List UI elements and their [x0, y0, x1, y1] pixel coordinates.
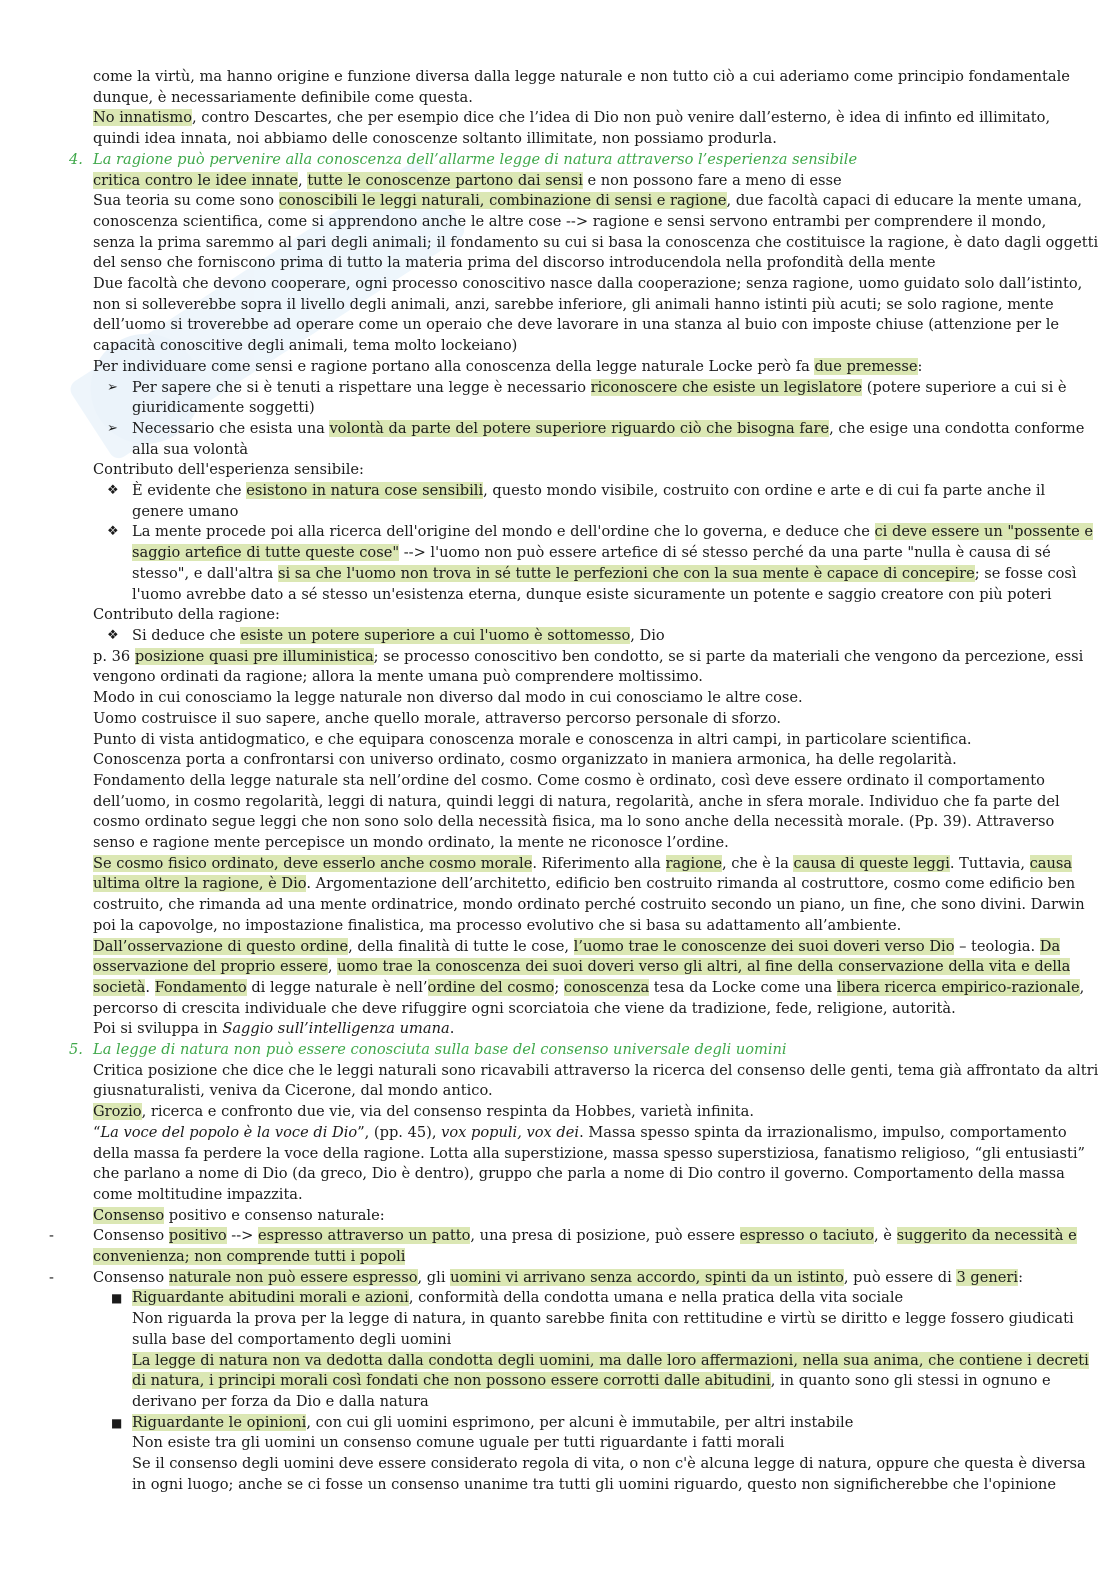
- highlight: suggerito da necessità e: [896, 1227, 1077, 1245]
- latin-italic: vox populi, vox dei: [441, 1123, 580, 1141]
- diamond-bullet-item: [93, 481, 1099, 502]
- text-span: , in quanto sono gli stessi in ognuno e: [770, 1372, 1051, 1390]
- text-line: [93, 1123, 1099, 1144]
- text-line: Conoscenza porta a confrontarsi con universo ordinato, cosmo organizzato in maniera armonica, ha delle regolarità.: [93, 751, 957, 769]
- text-span: . Riferimento alla: [532, 854, 666, 872]
- text-line: Critica posizione che dice che le leggi naturali sono ricavabili attraverso la ricerca del consenso delle genti, tema già affrontato da altri: [93, 1061, 1099, 1079]
- highlight: libera ricerca empirico-razionale: [836, 978, 1080, 996]
- quote-italic: La voce del popolo è la voce di Dio: [100, 1123, 358, 1141]
- highlight: volontà da parte del potere superiore riguardo ciò che bisogna fare: [329, 419, 830, 437]
- text-line: [93, 978, 1099, 999]
- text-line: sulla base del comportamento degli uomini: [132, 1330, 452, 1348]
- text-span: , è: [874, 1227, 897, 1245]
- text-span: . Tuttavia,: [949, 854, 1030, 872]
- text-line: costruito, che rimanda ad una mente ordinatrice, mondo ordinato perché costruito secondo un piano, un fine, che sono divini. Darwin: [93, 896, 1085, 914]
- highlight: uomo trae la conoscenza dei suoi doveri verso gli altri, al fine della conservazione della vita e della: [337, 958, 1071, 976]
- highlight: causa di queste leggi: [793, 854, 950, 872]
- square-bullet-icon: ■: [111, 1415, 123, 1430]
- text-line: [93, 357, 1099, 378]
- highlight: tutte le conoscenze partono dai sensi: [307, 171, 583, 189]
- text-line: poi la capovolge, no impostazione finalistica, ma processo evolutivo che si basa su adattamento all’ambiente.: [93, 916, 902, 934]
- highlight: Riguardante abitudini morali e azioni: [132, 1289, 409, 1307]
- highlight: No innatismo: [93, 109, 193, 127]
- text-span: , questo mondo visibile, costruito con ordine e arte e di cui fa parte anche il: [483, 482, 1046, 500]
- highlight: Riguardante le opinioni: [132, 1413, 307, 1431]
- text-line: conoscenza scientifica, come si apprendono anche le altre cose --> ragione e sensi servono entrambi per comprendere il mondo,: [93, 212, 1047, 230]
- text-line: Contributo dell'esperienza sensibile:: [93, 461, 364, 479]
- highlight: Fondamento: [154, 978, 247, 996]
- text-span: --> l'uomo non può essere artefice di sé stesso perché da una parte "nulla è causa di sé: [399, 544, 1051, 562]
- highlight: 3 generi: [956, 1268, 1019, 1286]
- text-span: -->: [226, 1227, 259, 1245]
- highlight: Se cosmo fisico ordinato, deve esserlo anche cosmo morale: [93, 854, 533, 872]
- text-line: quindi idea innata, noi abbiamo delle conoscenze soltanto illimitate, non possiamo produrla.: [93, 130, 777, 148]
- highlight: positivo: [168, 1227, 227, 1245]
- text-line: Modo in cui conosciamo la legge naturale non diverso dal modo in cui conosciamo le altre cose.: [93, 689, 803, 707]
- highlight: società: [93, 978, 146, 996]
- text-span: ”, (pp. 45),: [357, 1123, 442, 1141]
- text-span: , della finalità di tutte le cose,: [348, 937, 574, 955]
- text-line: Non esiste tra gli uomini un consenso comune uguale per tutti riguardante i fatti morali: [132, 1434, 785, 1452]
- highlight: ci deve essere un "possente e: [874, 523, 1094, 541]
- text-line: come moltitudine impazzita.: [93, 1185, 303, 1203]
- notes-body: [49, 67, 1099, 1496]
- text-span: . Massa spesso spinta da irrazionalismo, impulso, comportamento: [579, 1123, 1067, 1141]
- text-line: l'uomo avrebbe dato a sé stesso un'esistenza eterna, dunque esiste sicuramente un potente e saggio creatore con più poteri: [132, 585, 1052, 603]
- text-line: [93, 854, 1099, 875]
- text-line: vengono ordinati da ragione; allora la mente umana può comprendere moltissimo.: [93, 668, 703, 686]
- text-line: dunque, è necessariamente definibile come questa.: [93, 88, 473, 106]
- arrow-bullet-item: [93, 378, 1099, 399]
- text-line: senso e ragione mente percepisce un mondo ordinato, la mente ne riconosce l’ordine.: [93, 834, 729, 852]
- section-heading-5: [69, 1040, 1099, 1061]
- text-line: [93, 957, 1099, 978]
- arrow-bullet-icon: ➢: [107, 420, 118, 436]
- highlight: saggio artefice di tutte queste cose": [132, 544, 400, 562]
- text-line: Non riguarda la prova per la legge di natura, in quanto sarebbe finita con rettitudine e virtù se diritto e legge fossero giudicati: [132, 1310, 1074, 1328]
- arrow-bullet-icon: ➢: [107, 379, 118, 395]
- highlight: convenienza; non comprende tutti i popoli: [93, 1248, 406, 1266]
- text-span: , può essere di: [843, 1268, 957, 1286]
- diamond-bullet-icon: ❖: [107, 627, 119, 643]
- text-line: [93, 1102, 1099, 1123]
- text-line: percorso di crescita individuale che deve rifuggire ogni scorciatoia che viene da tradizione, fede, religione, autorità.: [93, 999, 956, 1017]
- book-title: Saggio sull’intelligenza umana: [222, 1020, 450, 1038]
- text-span: .: [145, 978, 155, 996]
- highlight: di natura, i principi morali così fondati che non possono essere corrotti dalle abitudini: [132, 1372, 771, 1390]
- text-span: Sua teoria su come sono: [93, 192, 279, 210]
- text-span: , Dio: [630, 626, 665, 644]
- text-span: ; se processo conoscitivo ben condotto, se si parte da materiali che vengono da percezione, essi: [373, 647, 1084, 665]
- text-line: [93, 1019, 1099, 1040]
- text-line: Contributo della ragione:: [93, 606, 280, 624]
- text-line: [93, 647, 1099, 668]
- text-span: Si deduce che: [132, 626, 241, 644]
- text-span: Consenso: [93, 1268, 169, 1286]
- text-span: , conformità della condotta umana e nella pratica della vita sociale: [408, 1289, 904, 1307]
- highlight: critica contro le idee innate: [93, 171, 299, 189]
- highlight: Dall’osservazione di questo ordine: [93, 937, 349, 955]
- text-line: [93, 108, 1099, 129]
- text-span: ,: [1079, 978, 1085, 996]
- highlight: naturale non può essere espresso: [168, 1268, 418, 1286]
- highlight: l’uomo trae le conoscenze dei suoi doveri verso Dio: [573, 937, 955, 955]
- text-span: tesa da Locke come una: [649, 978, 837, 996]
- text-span: ;: [554, 978, 564, 996]
- text-line: giusnaturalisti, veniva da Cicerone, dal mondo antico.: [93, 1082, 493, 1100]
- highlight: conoscibili le leggi naturali, combinazione di sensi e ragione: [278, 192, 727, 210]
- text-line: Uomo costruisce il suo sapere, anche quello morale, attraverso percorso personale di sforzo.: [93, 709, 782, 727]
- text-span: , ricerca e confronto due vie, via del consenso respinta da Hobbes, varietà infinita.: [141, 1103, 754, 1121]
- text-line: [93, 543, 1099, 564]
- text-span: :: [917, 357, 923, 375]
- diamond-bullet-icon: ❖: [107, 524, 119, 540]
- text-span: e non possono fare a meno di esse: [582, 171, 842, 189]
- text-line: del senso che forniscono prima di tutto la materia prima del discorso introducendola nella profondità della mente: [93, 254, 936, 272]
- text-line: che parlano a nome di Dio (da greco, Dio è dentro), gruppo che parla a nome di Dio contro il governo. Comportamento della massa: [93, 1165, 1065, 1183]
- text-line: [93, 874, 1099, 895]
- text-span: , con cui gli uomini esprimono, per alcuni è immutabile, per altri instabile: [306, 1413, 854, 1431]
- text-line: derivano per forza da Dio e dalla natura: [132, 1393, 429, 1410]
- text-line: cosmo ordinato segue leggi che non sono solo della necessità fisica, ma lo sono anche della necessità morale. (Pp. 39). Attraverso: [93, 813, 1055, 831]
- highlight: riconoscere che esiste un legislatore: [590, 378, 863, 396]
- text-line: senza la prima saremmo al pari degli animali; il fondamento su cui si basa la conoscenza che costituisce la ragione, è dato dagli oggetti: [93, 233, 1099, 251]
- text-line: genere umano: [132, 502, 239, 520]
- text-span: di legge naturale è nell’: [246, 978, 428, 996]
- text-line: [93, 1247, 1099, 1268]
- highlight: osservazione del proprio essere: [93, 958, 328, 976]
- highlight: espresso o taciuto: [739, 1227, 875, 1245]
- text-line: Due facoltà che devono cooperare, ogni processo conoscitivo nasce dalla cooperazione; senza ragione, uomo guidato solo dall’istinto,: [93, 275, 1083, 293]
- text-span: .: [449, 1020, 455, 1038]
- text-span: , che esige una condotta conforme: [829, 419, 1085, 437]
- text-span: , che è la: [722, 854, 794, 872]
- text-span: Poi si sviluppa in: [93, 1020, 223, 1038]
- highlight: ordine del cosmo: [427, 978, 555, 996]
- arrow-bullet-item: [93, 419, 1099, 440]
- square-bullet-icon: ■: [111, 1291, 123, 1306]
- text-span: , due facoltà capaci di educare la mente umana,: [726, 192, 1083, 210]
- dash-bullet: -: [49, 1268, 54, 1286]
- highlight: si sa che l'uomo non trova in sé tutte le perfezioni che con la sua mente è capace di concepire: [277, 564, 975, 582]
- text-line: [93, 171, 1099, 192]
- text-line: dell’uomo, in cosmo regolarità, leggi di natura, quindi leggi di natura, regolarità, anche in sfera morale. Individuo che fa parte del: [93, 792, 1060, 810]
- text-span: , contro Descartes, che per esempio dice che l’idea di Dio non può venire dall’esterno, è idea di infinto ed illimitato,: [192, 109, 1051, 127]
- dash-list-item: [49, 1268, 1099, 1289]
- text-line: [93, 937, 1099, 958]
- text-span: Consenso: [93, 1227, 169, 1245]
- text-line: [93, 1206, 1099, 1227]
- heading-number: 4.: [69, 150, 83, 168]
- text-span: , una presa di posizione, può essere: [470, 1227, 740, 1245]
- highlight: esiste un potere superiore a cui l'uomo è sottomesso: [240, 626, 631, 644]
- text-line: come la virtù, ma hanno origine e funzione diversa dalla legge naturale e non tutto ciò a cui aderiamo come principio fondamentale: [93, 68, 1070, 85]
- text-span: Per individuare come sensi e ragione portano alla conoscenza della legge naturale Locke però fa: [93, 357, 815, 375]
- diamond-bullet-item: [93, 626, 1099, 647]
- text-line: non si solleverebbe sopra il livello degli animali, anzi, sarebbe inferiore, gli animali hanno istinti più acuti; se solo ragione, mente: [93, 295, 1054, 313]
- text-line: alla sua volontà: [132, 440, 249, 458]
- text-line: [93, 1351, 1099, 1372]
- text-line: Fondamento della legge naturale sta nell’ordine del cosmo. Come cosmo è ordinato, così deve essere ordinato il comportamento: [93, 771, 1045, 789]
- diamond-bullet-item: [93, 522, 1099, 543]
- text-span: . Argomentazione dell’architetto, edificio ben costruito rimanda al costruttore, cosmo come edificio ben: [306, 875, 1076, 893]
- text-line: Se il consenso degli uomini deve essere considerato regola di vita, o non c'è alcuna legge di natura, oppure che questa è diversa: [132, 1455, 1086, 1473]
- heading-text: La ragione può pervenire alla conoscenza dell’allarme legge di natura attraverso l’esperienza sensibile: [93, 150, 858, 168]
- text-line: giuridicamente soggetti): [132, 399, 315, 417]
- square-bullet-item: [93, 1288, 1099, 1309]
- highlight: Da: [1039, 937, 1061, 955]
- text-span: ; se fosse così: [974, 564, 1077, 582]
- square-bullet-item: [93, 1413, 1099, 1434]
- text-line: dell’uomo si troverebbe ad operare come un operaio che deve lavorare in una stanza al buio con imposte chiuse (attenzione per le: [93, 316, 1060, 334]
- text-span: Necessario che esista una: [132, 419, 330, 437]
- text-span: p. 36: [93, 647, 135, 665]
- heading-number: 5.: [69, 1041, 83, 1059]
- highlight: due premesse: [814, 357, 918, 375]
- highlight: Consenso: [93, 1206, 165, 1224]
- text-line: capacità conoscitive degli animali, tema molto lockeiano): [93, 337, 518, 355]
- highlight: La legge di natura non va dedotta dalla condotta degli uomini, ma dalle loro affermazioni, nella sua anima, che contiene i decreti: [132, 1351, 1089, 1369]
- text-span: Per sapere che si è tenuti a rispettare una legge è necessario: [132, 378, 591, 396]
- section-heading-4: [69, 150, 1099, 171]
- highlight: ragione: [665, 854, 723, 872]
- text-line: [93, 191, 1099, 212]
- text-line: in ogni luogo; anche se ci fosse un consenso unanime tra tutti gli uomini riguardo, questo non significherebbe che l'opinione: [132, 1475, 1056, 1493]
- text-span: stesso", e dall'altra: [132, 564, 278, 582]
- text-line: della massa fa perdere la voce della ragione. Lotta alla superstizione, massa spesso superstiziosa, fanatismo religioso, “gli entusiasti”: [93, 1144, 1086, 1162]
- text-span: ,: [327, 958, 338, 976]
- text-span: – teologia.: [954, 937, 1040, 955]
- highlight: ultima oltre la ragione, è Dio: [93, 875, 307, 893]
- text-span: ,: [298, 171, 308, 189]
- highlight: espresso attraverso un patto: [258, 1227, 471, 1245]
- text-line: [93, 1371, 1099, 1392]
- highlight: causa: [1029, 854, 1073, 872]
- diamond-bullet-icon: ❖: [107, 483, 119, 499]
- text-span: positivo e consenso naturale:: [164, 1206, 385, 1224]
- dash-list-item: [49, 1226, 1099, 1247]
- dash-bullet: -: [49, 1227, 54, 1245]
- highlight: posizione quasi pre illuministica: [134, 647, 374, 665]
- highlight: Grozio: [93, 1103, 142, 1121]
- text-span: È evidente che: [132, 482, 247, 500]
- text-span: , gli: [417, 1268, 451, 1286]
- highlight: esistono in natura cose sensibili: [246, 482, 484, 500]
- text-span: La mente procede poi alla ricerca dell'origine del mondo e dell'ordine che lo governa, e deduce che: [132, 523, 875, 541]
- highlight: uomini vi arrivano senza accordo, spinti da un istinto: [450, 1268, 844, 1286]
- text-span: :: [1018, 1268, 1023, 1286]
- text-line: [93, 564, 1099, 585]
- text-line: Punto di vista antidogmatico, e che equipara conoscenza morale e conoscenza in altri campi, in particolare scientifica.: [93, 730, 972, 748]
- text-span: “: [93, 1123, 101, 1141]
- highlight: conoscenza: [563, 978, 650, 996]
- heading-text: La legge di natura non può essere conosciuta sulla base del consenso universale degli uomini: [93, 1041, 787, 1059]
- text-span: (potere superiore a cui si è: [862, 378, 1067, 396]
